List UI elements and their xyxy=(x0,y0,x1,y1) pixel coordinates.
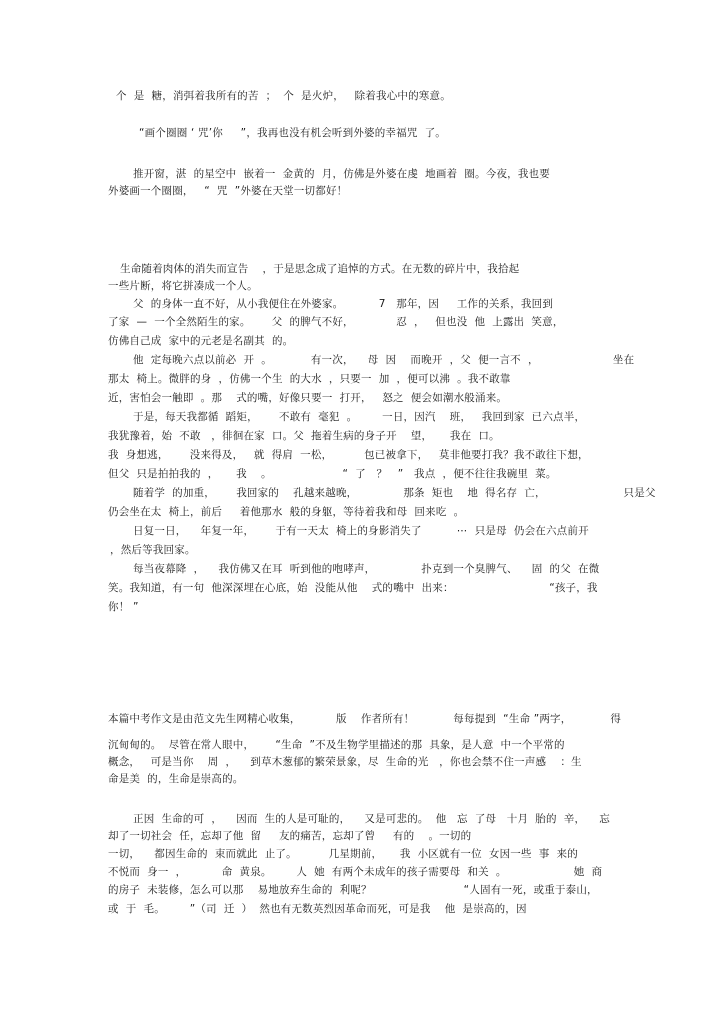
text-line: 的房子 未装修，怎么可以那 易地放弃生命的 利呢？ “人固有一死，或重于泰山， xyxy=(108,884,598,896)
text-line: 一些片断，将它拼凑成一个人。 xyxy=(108,280,258,292)
text-line: 外婆画一个圈圈， “ 咒 ”外婆在天堂一切都好！ xyxy=(108,185,348,197)
text-line: 笑。我知道，有一句 他深深埋在心底，始 没能从他 式的嘴中 出来： “孩子，我 xyxy=(108,582,598,594)
text-line: 每当夜幕降 ， 我仿佛又在耳 听到他的咆哮声， 扑克到一个臭脾气、 固 的父 在微 xyxy=(133,563,600,575)
text-line: 父 的身体一直不好，从小我便住在外婆家。 7 那年，因 工作的关系，我回到 xyxy=(133,298,554,310)
text-line: 你！ ” xyxy=(108,601,139,613)
text-line: 于是，每天我都循 蹈矩， 不敢有 毫犯 。 一日，因汽 班， 我回到家 已六点半， xyxy=(133,411,586,423)
text-line: 或 于 毛。 ”（司 迁 ） 然也有无数英烈因革命而死，可是我 他 是崇高的，因 xyxy=(108,903,527,915)
text-line: 概念， 可是当你 周 ， 到草木葱郁的繁荣景象，尽 生命的光 ，你也会禁不住一声感 ：生 xyxy=(108,756,582,768)
text-line: 不悦而 身一 ， 命 黄泉。 人 她 有两个未成年的孩子需要母 和关 。 她 商 xyxy=(108,866,603,878)
text-line: 却了一切社会 任，忘却了他 留 友的痛苦，忘却了曾 有的 。一切的 xyxy=(108,830,472,842)
text-line: 他 定每晚六点以前必 开 。 有一次， 母 因 而晚开 ，父 便一言不 ， 坐在 xyxy=(133,354,635,366)
text-line: 个 是 糖，消弭着我所有的苦 ； 个 是火炉， 除着我心中的寒意。 xyxy=(116,90,451,102)
text-line: 日复一日， 年复一年， 于有一天太 椅上的身影消失了 ⋯ 只是母 仍会在六点前开 xyxy=(133,525,589,537)
text-line: 但父 只是拍拍我的 ， 我 。 “ 了 ？ ” 我点 ，便不往往我碗里 菜。 xyxy=(108,468,557,480)
text-line: 仿佛自己成 家中的元老是名副其 的。 xyxy=(108,335,294,347)
text-line: 了家 — 一个全然陌生的家。 父 的脾气不好， 忍 ， 但也没 他 上露出 笑意， xyxy=(108,316,564,328)
text-line: 我犹豫着，始 不敢 ，徘徊在家 口。父 拖着生病的身子开 望， 我在 口。 xyxy=(108,430,500,442)
text-line: 我 身想逃， 没来得及， 就 得肩 一松， 包已被拿下， 莫非他要打我？我不敢往下想， xyxy=(108,449,589,461)
text-line: 沉甸甸的。 尽管在常人眼中， “生命 ”不及生物学里描述的那 具象，是人意 中一个平常的 xyxy=(108,739,565,751)
text-line: 那太 椅上。微胖的身 ，仿佛一个生 的大水 ，只要一 加 ，便可以沸 。我不敢靠 xyxy=(108,373,511,385)
text-line: “画个圈圈 ‘ 咒’你 ”，我再也没有机会听到外婆的幸福咒 了。 xyxy=(139,127,446,139)
text-line: 本篇中考作文是由范文先生网精心收集， 版 作者所有！ 每每提到 “生命 ”两字， 得 xyxy=(108,713,622,725)
text-line: 一切， 都因生命的 束而就此 止了。 几星期前， 我 小区就有一位 女因一些 事 来的 xyxy=(108,848,578,860)
text-line: 生命随着肉体的消失而宣告 ，于是思念成了追悼的方式。在无数的碎片中，我拾起 xyxy=(120,263,520,275)
text-line: 命是美 的，生命是崇高的。 xyxy=(108,773,244,785)
text-line: 仍会坐在太 椅上，前后 着他那水 般的身躯，等待着我和母 回来吃 。 xyxy=(108,506,465,518)
text-line: 随着学 的加重， 我回家的 孔越来越晚， 那条 矩也 地 得名存 亡， 只是父 xyxy=(133,487,656,499)
text-line: 推开窗，湛 的星空中 嵌着一 金黄的 月，仿佛是外婆在虔 地画着 圈。今夜，我也要 xyxy=(133,168,550,180)
text-line: 正因 生命的可 ， 因而 生的人是可耻的， 又是可悲的。 他 忘 了母 十月 胎的 辛， 忘 xyxy=(133,813,611,825)
text-line: ，然后等我回家。 xyxy=(110,544,196,556)
text-line: 近，害怕会一触即 。那 式的嘴，好像只要一 打开， 怒之 便会如潮水般涌来。 xyxy=(108,392,508,404)
